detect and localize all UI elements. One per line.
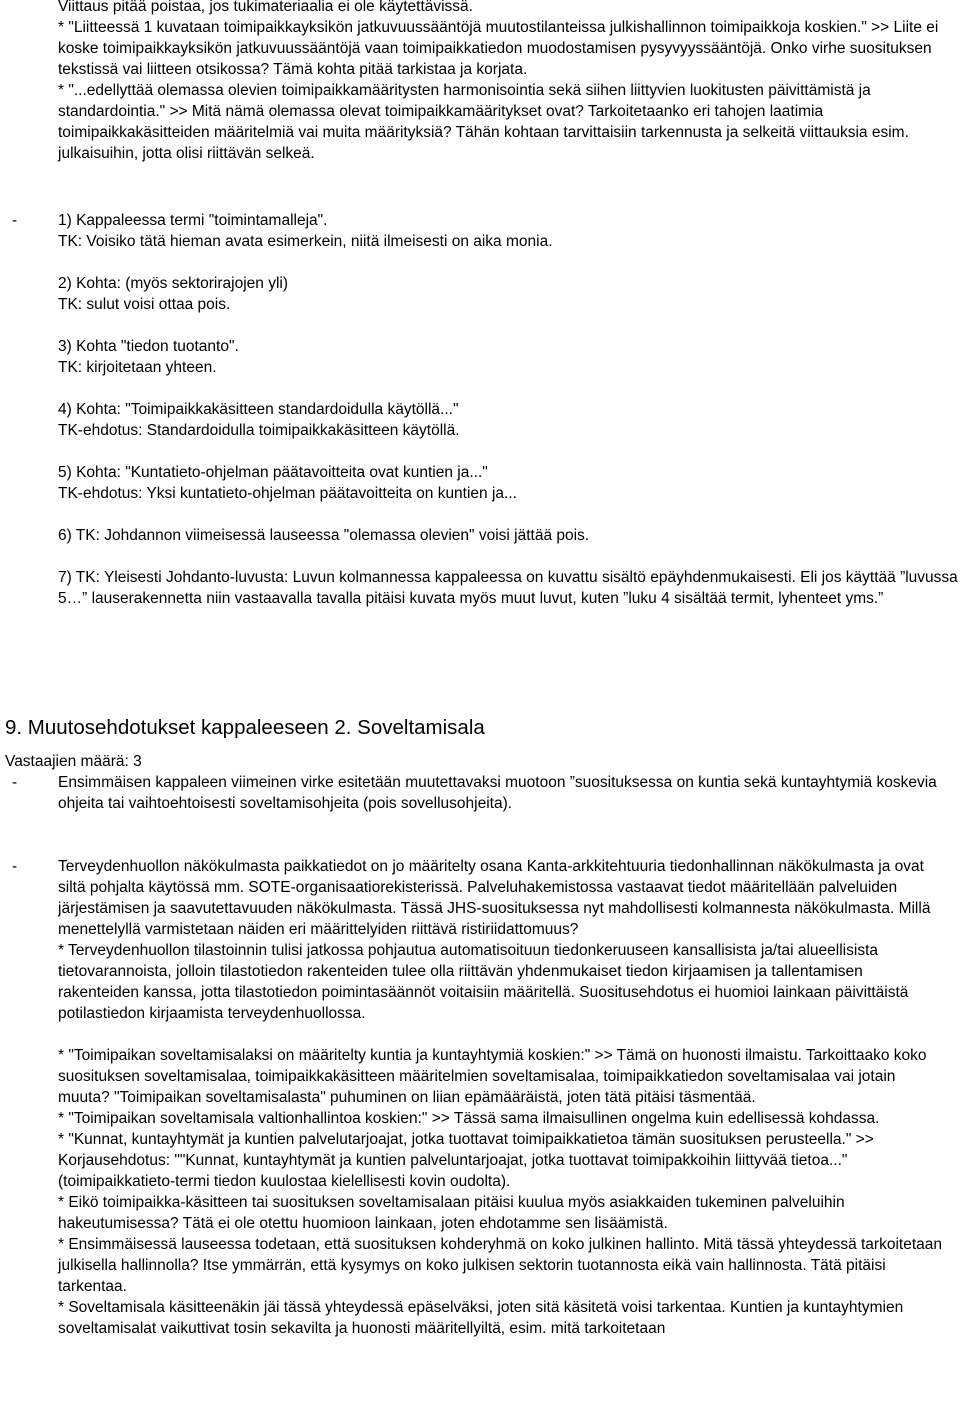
item-comment: TK: kirjoitetaan yhteen. [58,359,217,376]
list-item [58,399,958,441]
response-text: * "Toimipaikan soveltamisala valtionhallintoa koskien:" >> Tässä sama ilmaisullinen ongelma kuin edellisessä kohdassa. [58,1110,880,1127]
item-comment: TK: Voisiko tätä hieman avata esimerkein, niitä ilmeisesti on aika monia. [58,233,553,250]
item-title: 7) TK: Yleisesti Johdanto-luvusta: Luvun kolmannessa kappaleessa on kuvattu sisältö epäyhdenmukaisesti. Eli jos käyttää ”luvussa 5…” lauserakennetta niin vastaavalla tavalla pitäisi kuvata myös muut luvut, kuten ”luku 4 sisältää termit, lyhenteet yms.” [58,569,958,607]
response-text: Terveydenhuollon näkökulmasta paikkatiedot on jo määritelty osana Kanta-arkkitehtuuria tiedonhallinnan näkökulmasta ja ovat siltä pohjalta käytössä mm. SOTE-organisaatiorekisterissä. Palveluhakemistossa vastaavat tiedot määritellään palveluiden järjestämisen ja saavutettavuuden näkökulmasta. Tässä JHS-suosituksessa nyt mahdollisesti kolmannesta näkökulmasta. Millä menettelyllä varmistetaan näiden eri määrittelyiden riittävä ristiriidattomuus? [58,858,931,938]
item-comment: TK: sulut voisi ottaa pois. [58,296,231,313]
item-title: 1) Kappaleessa termi "toimintamalleja". [58,212,328,229]
response-text: * Terveydenhuollon tilastoinnin tulisi jatkossa pohjautua automatisoituun tiedonkeruuseen kansallisista ja/tai alueellisista tietovarannoista, jolloin tilastotiedon rakenteiden tulee olla riittävän yhdenmukaiset tiedon kirjaamisen ja tallentamisen rakenteiden kanssa, jotta tilastotiedon poimintasäännöt voitaisiin määritellä. Suositusehdotus ei huomioi lainkaan päivittäistä potilastiedon kirjaamista terveydenhuollossa. [58,942,909,1022]
list-item [58,273,958,315]
list-dash: - [12,774,18,791]
item-title: 6) TK: Johdannon viimeisessä lauseessa "olemassa olevien" voisi jättää pois. [58,527,590,544]
item-comment: TK-ehdotus: Standardoidulla toimipaikkakäsitteen käytöllä. [58,422,460,439]
list-item [58,210,958,252]
response-text: Ensimmäisen kappaleen viimeinen virke esitetään muutettavaksi muotoon ”suosituksessa on kuntia sekä kuntayhtymiä koskevia ohjeita tai vaihtoehtoisesti soveltamisohjeita (pois sovellusohjeita). [58,774,937,812]
item-title: 3) Kohta "tiedon tuotanto". [58,338,239,355]
intro-text [58,0,958,164]
item-title: 4) Kohta: "Toimipaikkakäsitteen standardoidulla käytöllä..." [58,401,459,418]
item-comment: TK-ehdotus: Yksi kuntatieto-ohjelman päätavoitteita on kuntien ja... [58,485,517,502]
intro-line: * "...edellyttää olemassa olevien toimipaikkamääritysten harmonisointia sekä siihen liittyvien luokitusten päivittämistä ja standardointia." >> Mitä nämä olemassa olevat toimipaikkamääritykset ovat? Tarkoitetaanko eri tahojen laatimia toimipaikkakäsitteiden määritelmiä vai muita määrityksiä? Tähän kohtaan tarvittaisiin tarkennusta ja selkeitä viittauksia esim. julkaisuihin, jotta olisi riittävän selkeä. [58,82,909,162]
response-text: * "Toimipaikan soveltamisalaksi on määritelty kuntia ja kuntayhtymiä koskien:" >> Tämä on huonosti ilmaistu. Tarkoittaako koko suosituksen soveltamisalaa, toimipaikkakäsitteen määritelmien soveltamisalaa, toimipaikkatiedon soveltamisalaa vai jotain muuta? "Toimipaikan soveltamisalasta" puhuminen on liian epämääräistä, joten tätä pitäisi täsmentää. [58,1047,927,1106]
response-item [58,772,948,814]
list-item [58,336,958,378]
list-item [58,525,958,546]
list-item [58,567,958,609]
list-dash: - [12,212,18,229]
response-text: * Soveltamisala käsitteenäkin jäi tässä yhteydessä epäselväksi, joten sitä käsitetä voisi tarkentaa. Kuntien ja kuntayhtymien soveltamisalat vaikuttivat tosin sekavilta ja huonosti määritellyiltä, esim. mitä tarkoitetaan [58,1299,904,1337]
list-item [58,462,958,504]
response-text: * Eikö toimipaikka-käsitteen tai suosituksen soveltamisalaan pitäisi kuulua myös asiakkaiden tukeminen palveluihin hakeutumisessa? Tätä ei ole otettu huomioon lainkaan, joten ehdotamme sen lisäämistä. [58,1194,845,1232]
intro-line: Viittaus pitää poistaa, jos tukimateriaalia ei ole käytettävissä. [58,0,473,15]
section-heading: 9. Muutosehdotukset kappaleeseen 2. Soveltamisala [5,716,485,739]
list-dash: - [12,858,18,875]
response-item [58,856,948,1339]
respondent-count: Vastaajien määrä: 3 [5,753,142,770]
paragraph-gap [58,1024,948,1045]
response-text: * Ensimmäisessä lauseessa todetaan, että suosituksen kohderyhmä on koko julkinen hallinto. Mitä tässä yhteydessä tarkoitetaan julkisella hallinnolla? Itse ymmärrän, että kysymys on koko julkisen sektorin tuotannosta eikä vain hallinnosta. Tätä pitäisi tarkentaa. [58,1236,942,1295]
item-title: 5) Kohta: "Kuntatieto-ohjelman päätavoitteita ovat kuntien ja..." [58,464,488,481]
intro-line: * "Liitteessä 1 kuvataan toimipaikkayksikön jatkuvuussääntöjä muutostilanteissa julkishallinnon toimipaikkoja koskien." >> Liite ei koske toimipaikkayksikön jatkuvuussääntöjä vaan toimipaikkatiedon muodostamisen pysyvyyssääntöjä. Onko virhe suosituksen tekstissä vai liitteen otsikossa? Tämä kohta pitää tarkistaa ja korjata. [58,19,939,78]
item-title: 2) Kohta: (myös sektorirajojen yli) [58,275,288,292]
response-text: * "Kunnat, kuntayhtymät ja kuntien palvelutarjoajat, jotka tuottavat toimipaikkatietoa tämän suosituksen perusteella." >> Korjausehdotus: ""Kunnat, kuntayhtymät ja kuntien palveluntarjoajat, jotka tuottavat toimipakkoihin liittyvää tietoa..." (toimipaikkatieto-termi tiedon kuulostaa kielellisesti kovin oudolta). [58,1131,874,1190]
